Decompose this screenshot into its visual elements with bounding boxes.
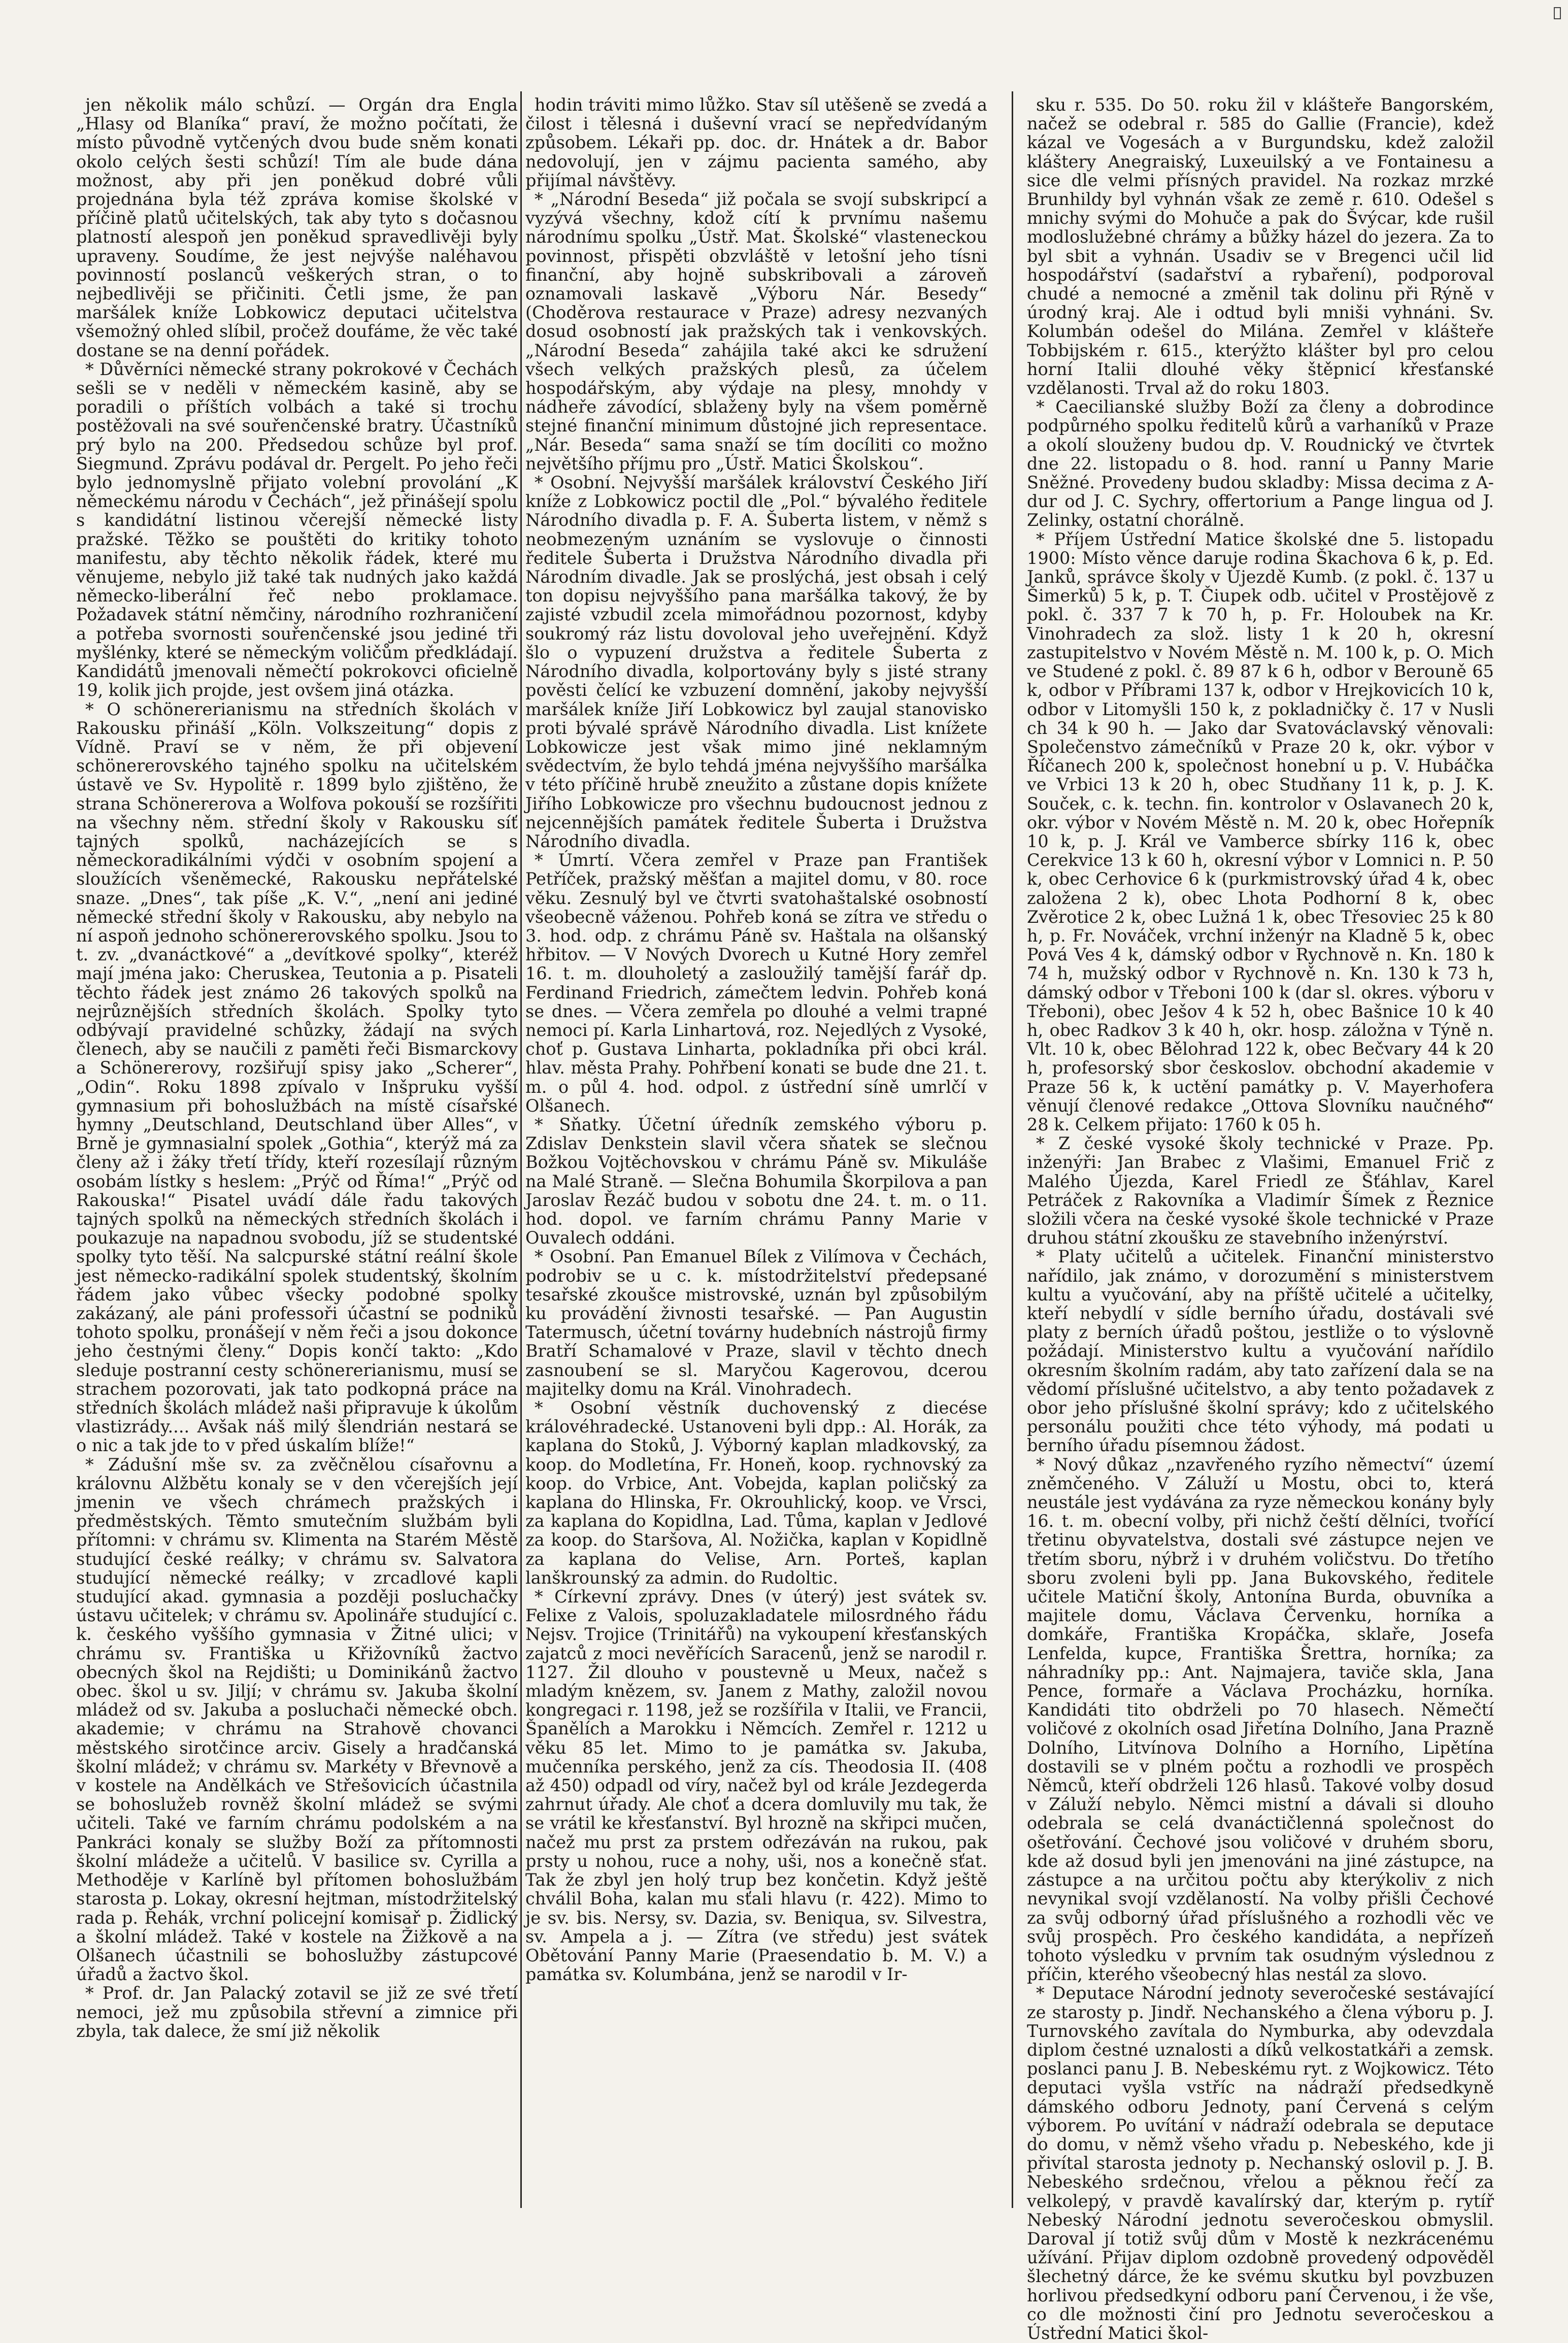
paragraph: * Z české vysoké školy technické v Praze. Pp. inženýři: Jan Brabec z Vlašimi, Emanuel Frič z Malého Újezda, Karel Friedl ze Šťáhlav, Karel Petráček z Rakovníka a Vladimír Šímek z Řeznice složili včera na české vysoké škole technické v Praze druhou státní zkoušku ze stavebního inženýrství. [1027,1133,1494,1248]
paragraph: * Deputace Národní jednoty severočeské sestávající ze starosty p. Jindř. Nechanského a člena výboru p. J. Turnovského zavítala do Nymburka, aby odevzdala diplom čestné uznalosti a díků velkostatkáři a zemsk. poslanci panu J. B. Nebeskému ryt. z Wojkowicz. Této deputaci vyšla vstříc na nádraží předsedkyně dámského odboru Jednoty, paní Červená s celým výborem. Po uvítání v nádraží odebrala se deputace do domu, v němž všeho vřadu p. Nebeského, kde ji přivítal starosta jednoty p. Nechanský oslovil p. J. B. Nebeského srdečnou, vřelou a pěknou řečí za velkolepý, v pravdě kavalírský dar, kterým p. rytíř Nebeský Národní jednotu severočeskou obmyslil. Daroval jí totiž svůj dům v Mostě k nezkrácenému užívání. Přijav diplom ozdobně provedený odpověděl šlechetný dárce, že ke svému skutku byl povzbuzen horlivou předsedkyní odboru paní Červenou, i že vše, co dle možnosti činí pro Jednotu severočeskou a Ústřední Matici škol- [1027,1983,1494,2343]
paragraph: * Církevní zprávy. Dnes (v úterý) jest svátek sv. Felixe z Valois, spoluzakladatele milosrdného řádu Nejsv. Trojice (Trinitářů) na vykoupení křesťanských zajatců z moci nevěřících Saracenů, jenž se narodil r. 1127. Žil dlouho v poustevně u Meux, načež s mladým knězem, sv. Janem z Mathy, založil novou kongregaci r. 1198, jež se rozšířila v Italii, ve Francii, Španělích a Marokku i Němcích. Zemřel r. 1212 u věku 85 let. Mimo to je památka sv. Jakuba, mučenníka perského, jenž za cís. Theodosia II. (408 až 450) odpadl od víry, načež byl od krále Jezdegerda zahrnut úřady. Ale choť a dcera domluvily mu tak, že se vrátil ke křesťanství. Byl hrozně na skřipci mučen, načež mu prst za prstem odřezáván na rukou, pak prsty u nohou, ruce a nohy, uši, nos a konečně sťat. Tak že zbyl jen holý trup bez končetin. Když ještě chválil Boha, kalan mu sťali hlavu (r. 422). Mimo to je sv. bis. Nersy, sv. Dazia, sv. Beniqua, sv. Silvestra, sv. Ampela a j. — Zítra (ve středu) jest svátek Obětování Panny Marie (Praesendatio b. M. V.) a památka sv. Kolumbána, jenž se narodil v Ir- [525,1587,987,1985]
paragraph: * Osobní. Pan Emanuel Bílek z Vilímova v Čechách, podrobiv se u c. k. místodržitelství předepsané tesařské zkoušce mistrovské, uznán byl způsobilým ku provádění živnosti tesařské. — Pan Augustin Tatermusch, účetní továrny hudebních nástrojů firmy Bratří Schamalové v Praze, slavil v těchto dnech zasnoubení se sl. Maryčou Kagerovou, dcerou majitelky domu na Král. Vinohradech. [525,1247,987,1399]
column-rule-1 [520,91,522,2208]
column-1 [76,95,518,2202]
paragraph: * Důvěrníci německé strany pokrokové v Čechách sešli se v neděli v německém kasině, aby se poradili o příštích volbách a také si trochu postěžovali na své souřenčenské bratry. Účastníků prý bylo na 200. Předsedou schůze byl prof. Siegmund. Zprávu podával dr. Pergelt. Po jeho řeči bylo jednomyslně přijato volební provolání „K německému národu v Čechách“, jež přinášejí spolu s kandidátní listinou včerejší německé listy pražské. Těžko se pouštěti do kritiky tohoto manifestu, aby těchto několik řádek, které mu věnujeme, nebylo již také tak nudných jako každá německo-liberální řeč nebo proklamace. Požadavek státní němčiny, národního rozhraničení a potřeba svornosti souřenčenské jsou jediné tři myšlénky, které se německým voličům předkládají. Kandidátů jmenovali němečtí pokrokovci oficielně 19, kolik jich projde, jest ovšem jiná otázka. [76,359,518,700]
paragraph: * Platy učitelů a učitelek. Finanční ministerstvo nařídilo, jak známo, v dorozumění s ministerstvem kultu a vyučování, aby na příště učitelé a učitelky, kteří nebydlí v sídle berního úřadu, dostávali své platy z berních úřadů poštou, jestliže o to výslovně požádají. Ministerstvo kultu a vyučování nařídilo okresním školním radám, aby tato zařízení dala se na vědomí příslušné učitelstvo, a aby tento požadavek z obor jeho příslušné školní správy; kdo z učitelského personálu použiti chce této výhody, má podati u berního úřadu písemnou žádost. [1027,1247,1494,1456]
corner-mark [1554,7,1561,19]
paragraph: * Sňatky. Účetní úředník zemského výboru p. Zdislav Denkstein slavil včera sňatek se slečnou Božkou Vojtěchovskou v chrámu Páně sv. Mikuláše na Malé Straně. — Slečna Bohumila Škorpilova a pan Jaroslav Řezáč budou v sobotu dne 24. t. m. o 11. hod. dopol. ve farním chrámu Panny Marie v Ouvalech oddáni. [525,1114,987,1248]
paragraph: * Nový důkaz „nzavřeného ryzího němectví“ území zněmčeného. V Záluží u Mostu, obci to, která neustále jest vydávána za ryze německou konány byly 16. t. m. obecní volby, při nichž čeští dělníci, tvořící třetinu obyvatelstva, dostali své zástupce nejen ve třetím sboru, nýbrž i v druhém voličstvu. Do třetího sboru zvoleni byli pp. Jana Bukovského, ředitele učitele Matiční školy, Antonína Burda, obuvníka a majitele domu, Václava Červenku, horníka a domkáře, Františka Kropáčka, sklaře, Josefa Lenfelda, kupce, Františka Šrettra, horníka; za náhradníky pp.: Ant. Najmajera, taviče skla, Jana Pence, formaře a Václava Procházku, horníka. Kandidáti tito obdrželi po 70 hlasech. Němečtí voličové z okolních osad Jiřetína Dolního, Jana Prazně Dolního, Litvínova Dolního a Horního, Lipětína dostavili se v plném počtu a rozhodli ve prospěch Němců, kteří obdrželi 126 hlasů. Takové volby dosud v Záluží nebylo. Němci mistní a dávali si dlouho odebrala se celá dvanáctičlenná společnost do ošetřování. Čechové jsou voličové v druhém sboru, kde až dosud byli jen jmenováni na jiné zástupce, na zástupce a na určitou počtu aby kterýkoliv z nich nevynikal svojí vzdělaností. Na volby přišli Čechové za svůj odborný úřad příslušného a rozhodli věc ve svůj prospěch. Pro českého kandidáta, a nepřízeň tohoto výsledku v prvním tak osudným výslednou z příčin, kterého všeobecný hlas nestál za slovo. [1027,1454,1494,1985]
column-rule-2 [1012,91,1013,2208]
paragraph: * Zádušní mše sv. za zvěčnělou císařovnu a královnu Alžbětu konaly se v den včerejších její jmenin ve všech chrámech pražských i předměstských. Těmto smutečním službám byli přítomni: v chrámu sv. Klimenta na Starém Městě studující české reálky; v chrámu sv. Salvatora studující německé reálky; v zrcadlové kapli studující akad. gymnasia a později posluchačky ústavu učitelek; v chrámu sv. Apolináře studující c. k. českého vyššího gymnasia v Žitné ulici; v chrámu sv. Františka u Křižovníků žactvo obecných škol na Rejdišti; u Dominikánů žactvo obec. škol u sv. Jiljí; v chrámu sv. Jakuba školní mládež od sv. Jakuba a posluchači německé obch. akademie; v chrámu na Strahově chovanci městského sirotčince arciv. Gisely a hradčanská školní mládež; v chrámu sv. Markéty v Břevnově a v kostele na Andělkách ve Střešovicích účastnila se bohoslužeb rovněž školní mládež se svými učiteli. Také ve farním chrámu podolském a na Pankráci konaly se služby Boží za přítomnosti školní mládeže a učitelů. V basilice sv. Cyrilla a Methoděje v Karlíně byl přítomen bohoslužbám starosta p. Lokay, okresní hejtman, místodržitelský rada p. Řehák, vrchní policejní komisař p. Židlický a školní mládež. Také v kostele na Žižkově a na Olšanech účastnili se bohoslužby zástupcové úřadů a žactvo škol. [76,1454,518,1985]
paragraph: * Prof. dr. Jan Palacký zotavil se již ze své třetí nemoci, jež mu způsobila střevní a zimnice při zbyla, tak dalece, že smí již několik [76,1983,518,2041]
paragraph: jen několik málo schůzí. — Orgán dra Engla „Hlasy od Blaníka“ praví, že možno počítati, že místo původně vytčených dvou bude sněm konati okolo celých šesti schůzí! Tím ale bude dána možnost, aby při jen poněkud dobré vůli projednána byla též zpráva komise školské v příčině platů učitelských, tak aby tyto s dočasnou platností alespoň jen poněkud spravedlivěji byly upraveny. Soudíme, že jest nejvýše naléhavou povinností poslanců veškerých stran, o to nejbedlivěji se přičiniti. Četli jsme, že pan maršálek kníže Lobkowicz deputaci učitelstva všemožný ohled slíbil, pročež doufáme, že věc také dostane se na denní pořádek. [76,95,518,360]
paragraph: * Caecilianské služby Boží za členy a dobrodince podpůrného spolku ředitelů kůrů a varhaníků v Praze a okolí slouženy budou dp. V. Roudnický ve čtvrtek dne 22. listopadu o 8. hod. ranní u Panny Marie Sněžné. Provedeny budou skladby: Missa decima z A-dur od J. C. Sychry, offertorium a Pange lingua od J. Zelinky, ostatní chorálně. [1027,397,1494,530]
paragraph: sku r. 535. Do 50. roku žil v klášteře Bangorském, načež se odebral r. 585 do Gallie (Francie), kdež kázal ve Vogesách a v Burgundsku, kdež založil kláštery Anegraiský, Luxeuilský a ve Fontainesu a sice dle velmi přísných pravidel. Na rozkaz mrzké Brunhildy byl vyhnán však ze země r. 610. Odešel s mnichy svými do Mohuče a pak do Švýcar, kde rušil modloslužebné chrámy a bůžky házel do jezera. Za to byl sbit a vyhnán. Usadiv se v Bregenci učil lid hospodářství (sadařství a rybaření), podporoval chudé a nemocné a změnil tak dolinu při Rýně v úrodný kraj. Ale i odtud byli mniši vyhnáni. Sv. Kolumbán odešel do Milána. Zemřel v klášteře Tobbijském r. 615., kterýžto klášter byl pro celou horní Italii dlouhé věky štěpnicí křesťanské vzdělanosti. Trval až do roku 1803. [1027,95,1494,398]
paragraph: * Příjem Ústřední Matice školské dne 5. listopadu 1900: Místo věnce daruje rodina Škachova 6 k, p. Ed. Janků, správce školy v Újezdě Kumb. (z pokl. č. 137 u Šimerků) 5 k, p. T. Čiupek odb. učitel v Prostějově z pokl. č. 337 7 k 70 h, p. Fr. Holoubek na Kr. Vinohradech za slož. listy 1 k 20 h, okresní zastupitelstvo v Novém Městě n. M. 100 k, p. O. Mich ve Studené z pokl. č. 89 87 k 6 h, odbor v Berouně 65 k, odbor v Příbrami 137 k, odbor v Hrejkovicích 10 k, odbor v Litomyšli 150 k, z pokladničky č. 17 v Nusli ch 34 k 90 h. — Jako dar Svatováclavský věnovali: Společenstvo zámečníků v Praze 20 k, okr. výbor v Říčanech 200 k, společnost honební u p. V. Hubáčka ve Vrbici 13 k 20 h, obec Studňany 11 k, p. J. K. Souček, c. k. techn. fin. kontrolor v Oslavanech 20 k, okr. výbor v Novém Městě n. M. 20 k, obec Hořepník 10 k, p. J. Král ve Vamberce sbírky 116 k, obec Cerekvice 13 k 60 h, okresní výbor v Lomnici n. P. 50 k, obec Cerhovice 6 k (purkmistrovský úřad 4 k, obec založena 2 k), obec Lhota Podhorní 8 k, obec Zvěrotice 2 k, obec Lužná 1 k, obec Třesoviec 25 k 80 h, p. Fr. Nováček, vrchní inženýr na Kladně 5 k, obec Pová Ves 4 k, dámský odbor v Rychnově n. Kn. 180 k 74 h, mužský odbor v Rychnově n. Kn. 130 k 73 h, dámský odbor v Třeboni 100 k (dar sl. okres. výboru v Třeboni), obec Ješov 4 k 52 h, obec Bašnice 10 k 40 h, obec Radkov 3 k 40 h, okr. hosp. záložna v Týně n. Vlt. 10 k, obec Bělohrad 122 k, obec Bečvary 44 k 20 h, profesorský sbor českoslov. obchodní akademie v Praze 56 k, k uctění památky p. V. Mayerhofera věnují členové redakce „Ottova Slovníku naučného“ 28 k. Celkem přijato: 1760 k 05 h. [1027,529,1494,1134]
paragraph: * Úmrtí. Včera zemřel v Praze pan František Petříček, pražský měšťan a majitel domu, v 80. roce věku. Zesnulý byl ve čtvrti svatohaštalské osobností všeobecně váženou. Pohřeb koná se zítra ve středu o 3. hod. odp. z chrámu Páně sv. Haštala na olšanský hřbitov. — V Nových Dvorech u Kutné Hory zemřel 16. t. m. dlouholetý a zasloužilý tamější farář dp. Ferdinand Friedrich, zámečtem ledvin. Pohřeb koná se dnes. — Včera zemřela po dlouhé a velmi trapné nemoci pí. Karla Linhartová, roz. Nejedlých z Vysoké, choť p. Gustava Linharta, pokladníka při obci král. hlav. města Prahy. Pohřbení konati se bude dne 21. t. m. o půl 4. hod. odpol. z ústřední síně umrlčí v Olšanech. [525,850,987,1116]
paragraph: * „Národní Beseda“ již počala se svojí subskripcí a vyzývá všechny, kdož cítí k prvnímu našemu národnímu spolku „Ústř. Mat. Školské“ vlasteneckou povinnost, přispěti obzvláště v letošní jeho tísni finanční, aby hojně subskribovali a zároveň oznamovali laskavě „Výboru Nár. Besedy“ (Choděrova restaurace v Praze) adresy nezvaných dosud osobností jak pražských tak i venkovských. „Národní Beseda“ zahájila také akci ke sdružení všech velkých pražských plesů, za účelem hospodářským, aby výdaje na plesy, mnohdy v nádheře závodící, sblaženy byly na všem poměrně stejné finanční minimum důstojné jich representace. „Nár. Beseda“ sama snaží se tím docíliti co možno největšího příjmu pro „Ústř. Matici Školskou“. [525,189,987,474]
column-2 [525,95,987,2202]
paragraph: * O schönererianismu na středních školách v Rakousku přináší „Köln. Volkszeitung“ dopis z Vídně. Praví se v něm, že při objevení schönererovského tajného spolku na učitelském ústavě ve Sv. Hypolitě r. 1899 bylo zjištěno, že strana Schönererova a Wolfova pokouší se rozšířiti na všechny něm. střední školy v Rakousku síť tajných spolků, nacházejících se s německoradikálními výdči v osobním spojení a sloužících všeněmecké, Rakousku nepřátelské snaze. „Dnes“, tak píše „K. V.“, „není ani jediné německé střední školy v Rakousku, aby nebylo na ní aspoň jednoho schönererovského spolku. Jsou to t. zv. „dvanáctkové“ a „devítkové spolky“, kteréž mají jména jako: Cheruskea, Teutonia a p. Pisateli těchto řádek jest známo 26 takových spolků na nejrůznějších středních školách. Spolky tyto odbývají pravidelné schůzky, žádají na svých členech, aby se naučili z paměti řeči Bismarckovy a Schönererovy, rozšiřují spisy jako „Scherer“, „Odin“. Roku 1898 zpívalo v Inšpruku vyšší gymnasium při bohoslužbách na místě císařské hymny „Deutschland, Deutschland über Alles“, v Brně je gymnasialní spolek „Gothia“, kterýž má za členy až i žáky třetí třídy, kteří rozesílají různým osobám lístky s heslem: „Prýč od Říma!“ „Prýč od Rakouska!“ Pisatel uvádí dále řadu takových tajných spolků na německých středních školách i poukazuje na napadnou svobodu, jíž se studentské spolky tyto těší. Na salcpurské státní reální škole jest německo-radikální spolek studentský, školním řádem jako vůbec všecky podobné spolky zakázaný, ale páni professoři účastní se podniků tohoto spolku, pronášejí v něm řeči a jsou dokonce jeho čestnými členy.“ Dopis končí takto: „Kdo sleduje postranní cesty schönererianismu, musí se strachem pozorovati, jak tato podkopná práce na středních školách mládež naši připravuje k úkolům vlastizrády.... Avšak náš milý šlendrián nestará se o nic a tak jde to v před úskalím blíže!“ [76,699,518,1456]
paragraph: * Osobní. Nejvyšší maršálek království Českého Jiří kníže z Lobkowicz poctil dle „Pol.“ bývalého ředitele Národního divadla p. F. A. Šuberta listem, v němž s neobmezeným uznáním se vyslovuje o činnosti ředitele Šuberta i Družstva Národního divadla při Národním divadle. Jak se proslýchá, jest obsah i celý ton dopisu nejvyššího pana maršálka takový, že by zajisté vzbudil zcela mimořádnou pozornost, kdyby soukromý ráz listu dovoloval jeho uveřejnění. Když šlo o vypuzení družstva a ředitele Šuberta z Národního divadla, kolportovány byly s jisté strany pověsti čelící ke vzbuzení domnění, jakoby nejvyšší maršálek kníže Jiří Lobkowicz byl zaujal stanovisko proti bývalé správě Národního divadla. List knížete Lobkowicze jest však mimo jiné neklamným svědectvím, že bylo tehdá jména nejvyššího maršálka v této příčině hrubě zneužito a zůstane dopis knížete Jiřího Lobkowicze pro všechnu budoucnost jednou z nejcennějších památek ředitele Šuberta i Družstva Národního divadla. [525,473,987,851]
paragraph: * Osobní věstník duchovenský z diecése královéhradecké. Ustanoveni byli dpp.: Al. Horák, za kaplana do Stoků, J. Výborný kaplan mladkovský, za koop. do Modletína, Fr. Honeň, koop. rychnovský za koop. do Vrbice, Ant. Vobejda, kaplan poličský za kaplana do Hlinska, Fr. Okrouhlický, koop. ve Vrsci, za kaplana do Kopidlna, Lad. Tůma, kaplan v Jedlové za koop. do Staršova, Al. Nožička, kaplan v Kopidlně za kaplana do Velise, Arn. Porteš, kaplan lanškrounský za admin. do Rudoltic. [525,1398,987,1588]
paragraph: hodin tráviti mimo lůžko. Stav síl utěšeně se zvedá a čilost i tělesná i duševní vrací se nepředvídaným způsobem. Lékaři pp. doc. dr. Hnátek a dr. Babor nedovolují, jen v zájmu pacienta samého, aby přijímal návštěvy. [525,95,987,190]
column-3 [1027,95,1494,2343]
